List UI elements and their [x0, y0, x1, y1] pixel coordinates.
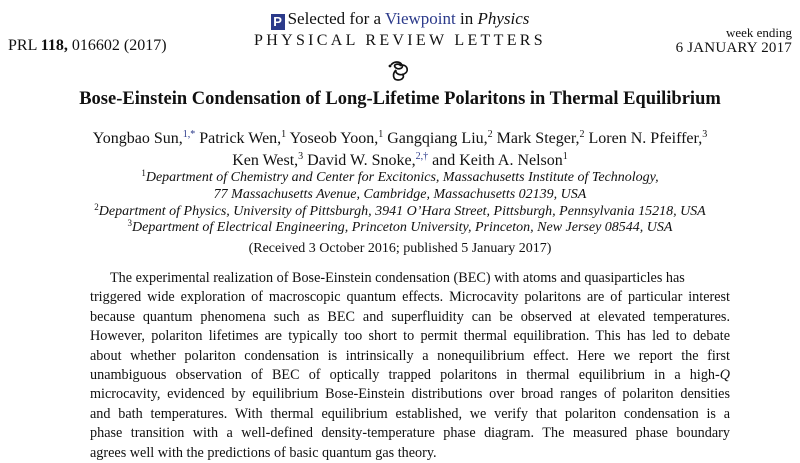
author-list	[0, 128, 800, 172]
viewpoint-link[interactable]: Viewpoint	[384, 9, 456, 28]
author-patrick-wen: Patrick Wen,$^1$	[199, 129, 287, 147]
abstract-line: agrees well with the predictions of basic quantum gas theory.	[90, 444, 437, 461]
article-title: Bose-Einstein Condensation of Long-Lifetime Polaritons in Thermal Equilibrium	[79, 89, 721, 109]
abstract	[90, 269, 730, 463]
author-loren-pfeiffer: Loren N. Pfeiffer,$^3$	[588, 129, 708, 147]
banner-journal: Physics	[477, 9, 530, 28]
banner-text-before: Selected for a	[287, 9, 385, 28]
author-yoseob-yoon: Yoseob Yoon,$^1$	[289, 129, 384, 147]
citation-prefix: PRL	[8, 37, 41, 54]
author-sup-link[interactable]: 1,*	[182, 129, 196, 140]
week-ending-date: 6 JANUARY 2017	[675, 40, 792, 56]
journal-ornament-icon	[386, 60, 412, 82]
author-david-snoke: David W. Snoke,$^{2,\dagger}$	[307, 151, 429, 169]
week-ending-label: week ending	[725, 25, 792, 40]
author-mark-steger: Mark Steger,$^2$	[496, 129, 585, 147]
abstract-line: about whether polariton condensation is intrinsically a nonequilibrium effect. Here we report the first	[90, 347, 730, 364]
citation-rest: 016602 (2017)	[67, 37, 167, 54]
author-line-2	[0, 150, 800, 172]
abstract-line: microcavity, evidenced by equilibrium Bose-Einstein distributions over broad ranges of polariton densities	[90, 386, 730, 403]
abstract-line: and bath temperatures. With thermal equilibrium established, we verify that polariton condensation is a	[90, 405, 730, 422]
abstract-line: The experimental realization of Bose-Einstein condensation (BEC) with atoms and quasiparticles has	[110, 270, 685, 286]
physics-p-logo-icon: P	[271, 14, 285, 30]
author-line-1	[0, 128, 800, 150]
journal-name: PHYSICAL REVIEW LETTERS	[254, 32, 546, 49]
abstract-line: unambiguous observation of BEC of optically trapped polaritons in thermal equilibrium in a high-Q	[90, 367, 730, 384]
week-ending	[676, 25, 792, 57]
affiliation-3: $^3$Department of Electrical Engineering, Princeton University, Princeton, New Jersey 08544, USA	[127, 218, 673, 236]
abstract-line: triggered wide exploration of macroscopic quantum effects. Microcavity polaritons are of particular interest	[90, 289, 730, 306]
abstract-line: phase transition with a well-defined density-temperature phase diagram. The measured phase boundary	[90, 425, 730, 442]
author-gangqiang-liu: Gangqiang Liu,$^2$	[387, 129, 493, 147]
affiliation-1-address: 77 Massachusetts Avenue, Cambridge, Massachusetts 02139, USA	[213, 186, 587, 202]
affiliations	[0, 170, 800, 237]
affiliation-2: $^2$Department of Physics, University of Pittsburgh, 3941 O’Hara Street, Pittsburgh, Pennsylvania 15218, USA	[94, 201, 706, 219]
received-published-dates: (Received 3 October 2016; published 5 January 2017)	[248, 241, 552, 256]
affiliation-1: $^1$Department of Chemistry and Center for Excitonics, Massachusetts Institute of Technology,	[141, 168, 659, 185]
author-keith-nelson: and Keith A. Nelson$^1$	[432, 151, 568, 169]
author-ken-west: Ken West,$^3$	[232, 151, 304, 169]
author-sup-link[interactable]: 2,†	[415, 151, 429, 162]
citation-volume: 118,	[40, 37, 68, 54]
banner-text-mid: in	[455, 9, 478, 28]
author-yongbao-sun: Yongbao Sun,$^{1,*}$	[92, 129, 196, 147]
abstract-line: However, polariton lifetimes are typically too short to permit thermal equilibration. This has led to debate	[90, 328, 730, 345]
abstract-line: because quantum phenomena such as BEC and superfluidity can be observed at elevated temperatures.	[90, 308, 730, 325]
